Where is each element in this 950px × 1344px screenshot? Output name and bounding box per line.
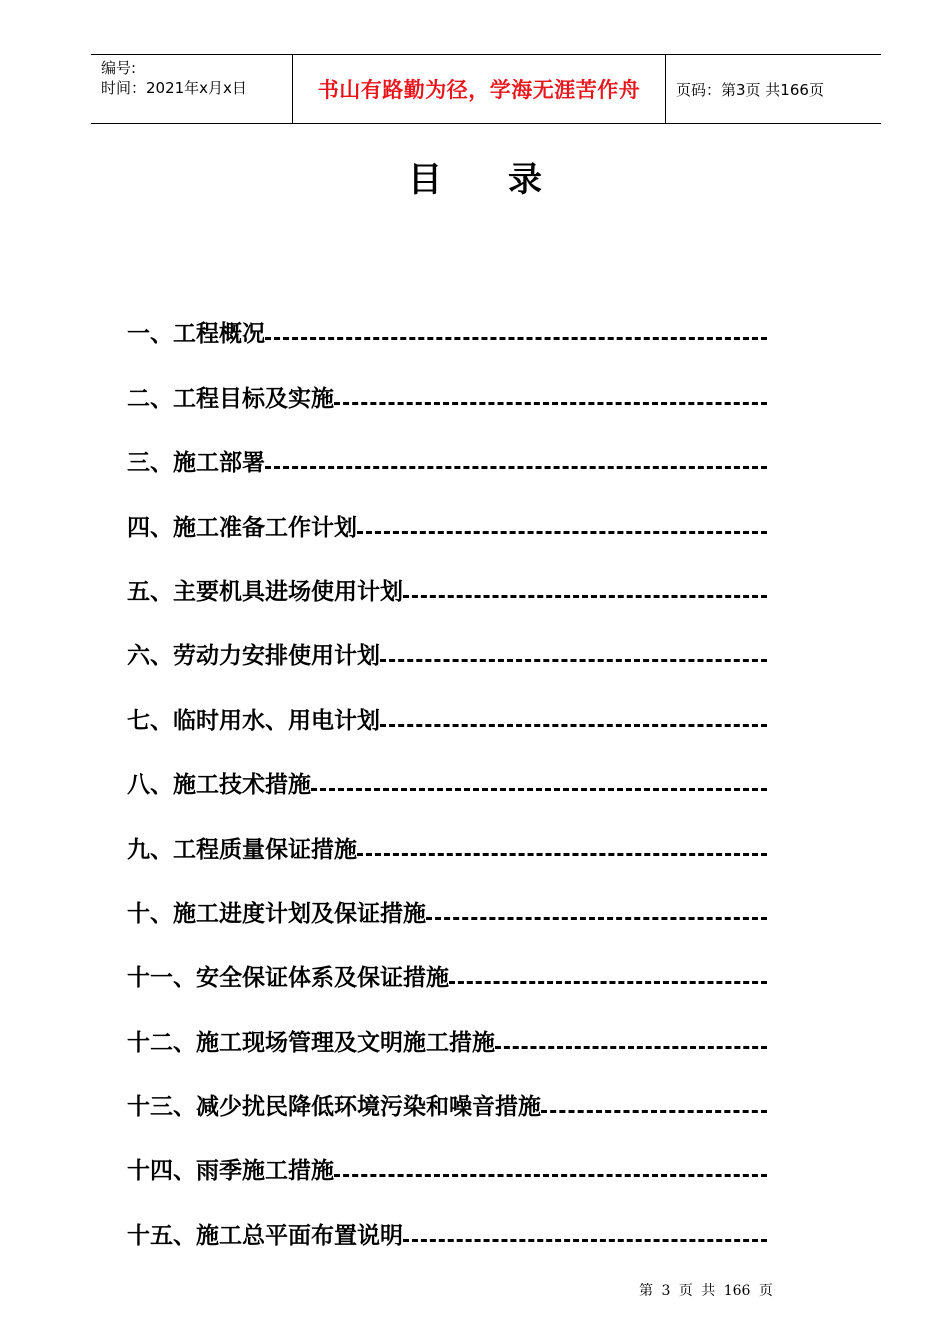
toc-entry-title: 十四、雨季施工措施 (127, 1158, 334, 1185)
toc-entry[interactable] (127, 354, 767, 418)
toc-leader-dashes (541, 1110, 767, 1113)
toc-leader-dashes (357, 853, 767, 856)
toc-entry[interactable] (127, 1063, 767, 1127)
toc-entry[interactable] (127, 870, 767, 934)
toc-leader-dashes (311, 788, 767, 791)
toc-entry-title: 四、施工准备工作计划 (127, 514, 357, 541)
toc-leader-dashes (380, 659, 767, 662)
toc-leader-dashes (334, 1174, 767, 1177)
toc-entry[interactable] (127, 934, 767, 998)
toc-leader-dashes (449, 981, 767, 984)
page-title: 目录 (408, 160, 608, 200)
page-footer: 第 3 页 共 166 页 (639, 1283, 773, 1299)
toc-entry-title: 九、工程质量保证措施 (127, 836, 357, 863)
toc-entry[interactable] (127, 1191, 767, 1255)
toc-leader-dashes (426, 917, 767, 920)
toc-entry-title: 二、工程目标及实施 (127, 385, 334, 412)
toc-entry[interactable] (127, 612, 767, 676)
table-of-contents (127, 290, 767, 1256)
toc-entry-title: 一、工程概况 (127, 321, 265, 348)
toc-entry-title: 十、施工进度计划及保证措施 (127, 900, 426, 927)
toc-entry-title: 十五、施工总平面布置说明 (127, 1222, 403, 1249)
toc-entry[interactable] (127, 483, 767, 547)
toc-entry[interactable] (127, 676, 767, 740)
toc-entry-title: 八、施工技术措施 (127, 772, 311, 799)
toc-leader-dashes (357, 531, 767, 534)
toc-entry[interactable] (127, 548, 767, 612)
toc-entry[interactable] (127, 741, 767, 805)
toc-entry[interactable] (127, 998, 767, 1062)
toc-leader-dashes (265, 337, 767, 340)
toc-entry[interactable] (127, 805, 767, 869)
page-header (91, 54, 881, 124)
toc-entry-title: 六、劳动力安排使用计划 (127, 643, 380, 670)
document-time: 时间：2021年x月x日 (101, 79, 247, 97)
toc-leader-dashes (380, 724, 767, 727)
toc-entry[interactable] (127, 419, 767, 483)
toc-entry[interactable] (127, 290, 767, 354)
header-motto: 书山有路勤为径，学海无涯苦作舟 (293, 55, 666, 123)
toc-leader-dashes (265, 466, 767, 469)
toc-entry[interactable] (127, 1127, 767, 1191)
document-number-label: 编号: (101, 59, 137, 77)
toc-leader-dashes (403, 1239, 767, 1242)
toc-entry-title: 十三、减少扰民降低环境污染和噪音措施 (127, 1094, 541, 1121)
toc-entry-title: 三、施工部署 (127, 450, 265, 477)
header-meta (91, 55, 293, 123)
toc-leader-dashes (495, 1046, 767, 1049)
toc-entry-title: 十一、安全保证体系及保证措施 (127, 965, 449, 992)
toc-leader-dashes (403, 595, 767, 598)
toc-entry-title: 五、主要机具进场使用计划 (127, 578, 403, 605)
header-page-info: 页码：第3页 共166页 (676, 80, 824, 99)
toc-entry-title: 十二、施工现场管理及文明施工措施 (127, 1029, 495, 1056)
toc-leader-dashes (334, 402, 767, 405)
toc-entry-title: 七、临时用水、用电计划 (127, 707, 380, 734)
